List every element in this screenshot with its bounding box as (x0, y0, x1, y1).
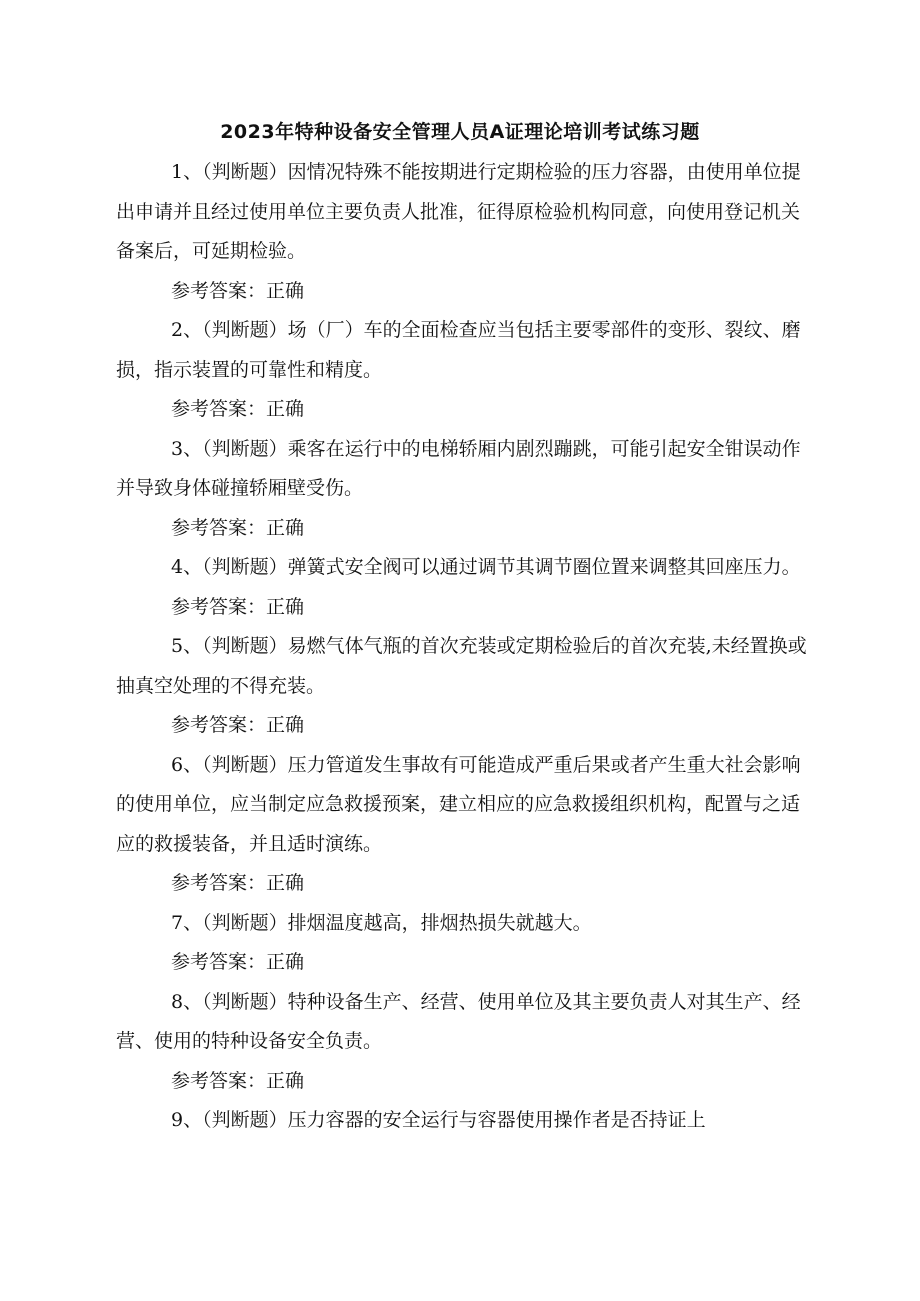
answer-text: 参考答案：正确 (171, 516, 305, 539)
question-text: 2、（判断题）场（厂）车的全面检查应当包括主要零部件的变形、裂纹、磨损，指示装置的可靠性和精度。 (116, 319, 801, 381)
question-list (116, 153, 812, 1141)
answer-text: 参考答案：正确 (171, 279, 305, 302)
question-text: 7、（判断题）排烟温度越高，排烟热损失就越大。 (171, 911, 592, 934)
question-item (116, 1101, 812, 1141)
question-text: 8、（判断题）特种设备生产、经营、使用单位及其主要负责人对其生产、经营、使用的特种设备安全负责。 (116, 990, 801, 1052)
answer-text: 参考答案：正确 (171, 951, 305, 973)
question-text: 9、（判断题）压力容器的安全运行与容器使用操作者是否持证上 (171, 1109, 706, 1131)
question-item (116, 904, 812, 983)
question-text: 1、（判断题）因情况特殊不能按期进行定期检验的压力容器，由使用单位提出申请并且经过使用单位主要负责人批准，征得原检验机构同意，向使用登记机关备案后，可延期检验。 (116, 161, 801, 262)
answer-text: 参考答案：正确 (171, 714, 305, 736)
question-item (116, 627, 812, 746)
answer-text: 参考答案：正确 (171, 872, 305, 894)
question-item (116, 746, 812, 904)
answer-text: 参考答案：正确 (171, 398, 305, 420)
question-item (116, 430, 812, 549)
answer-text: 参考答案：正确 (171, 1069, 305, 1092)
answer-text: 参考答案：正确 (171, 595, 305, 618)
question-text: 3、（判断题）乘客在运行中的电梯轿厢内剧烈蹦跳，可能引起安全钳误动作并导致身体碰撞轿厢壁受伤。 (116, 437, 801, 499)
question-text: 4、（判断题）弹簧式安全阀可以通过调节其调节圈位置来调整其回座压力。 (171, 556, 801, 578)
question-text: 6、（判断题）压力管道发生事故有可能造成严重后果或者产生重大社会影响的使用单位，应当制定应急救援预案，建立相应的应急救援组织机构，配置与之适应的救援装备，并且适时演练。 (116, 753, 801, 855)
question-item (116, 153, 812, 311)
question-item (116, 548, 812, 627)
question-item (116, 311, 812, 430)
question-text: 5、（判断题）易燃气体气瓶的首次充装或定期检验后的首次充装,未经置换或抽真空处理的不得充装。 (116, 635, 807, 697)
question-item (116, 983, 812, 1102)
document-title: 2023年特种设备安全管理人员A证理论培训考试练习题 (220, 121, 700, 143)
